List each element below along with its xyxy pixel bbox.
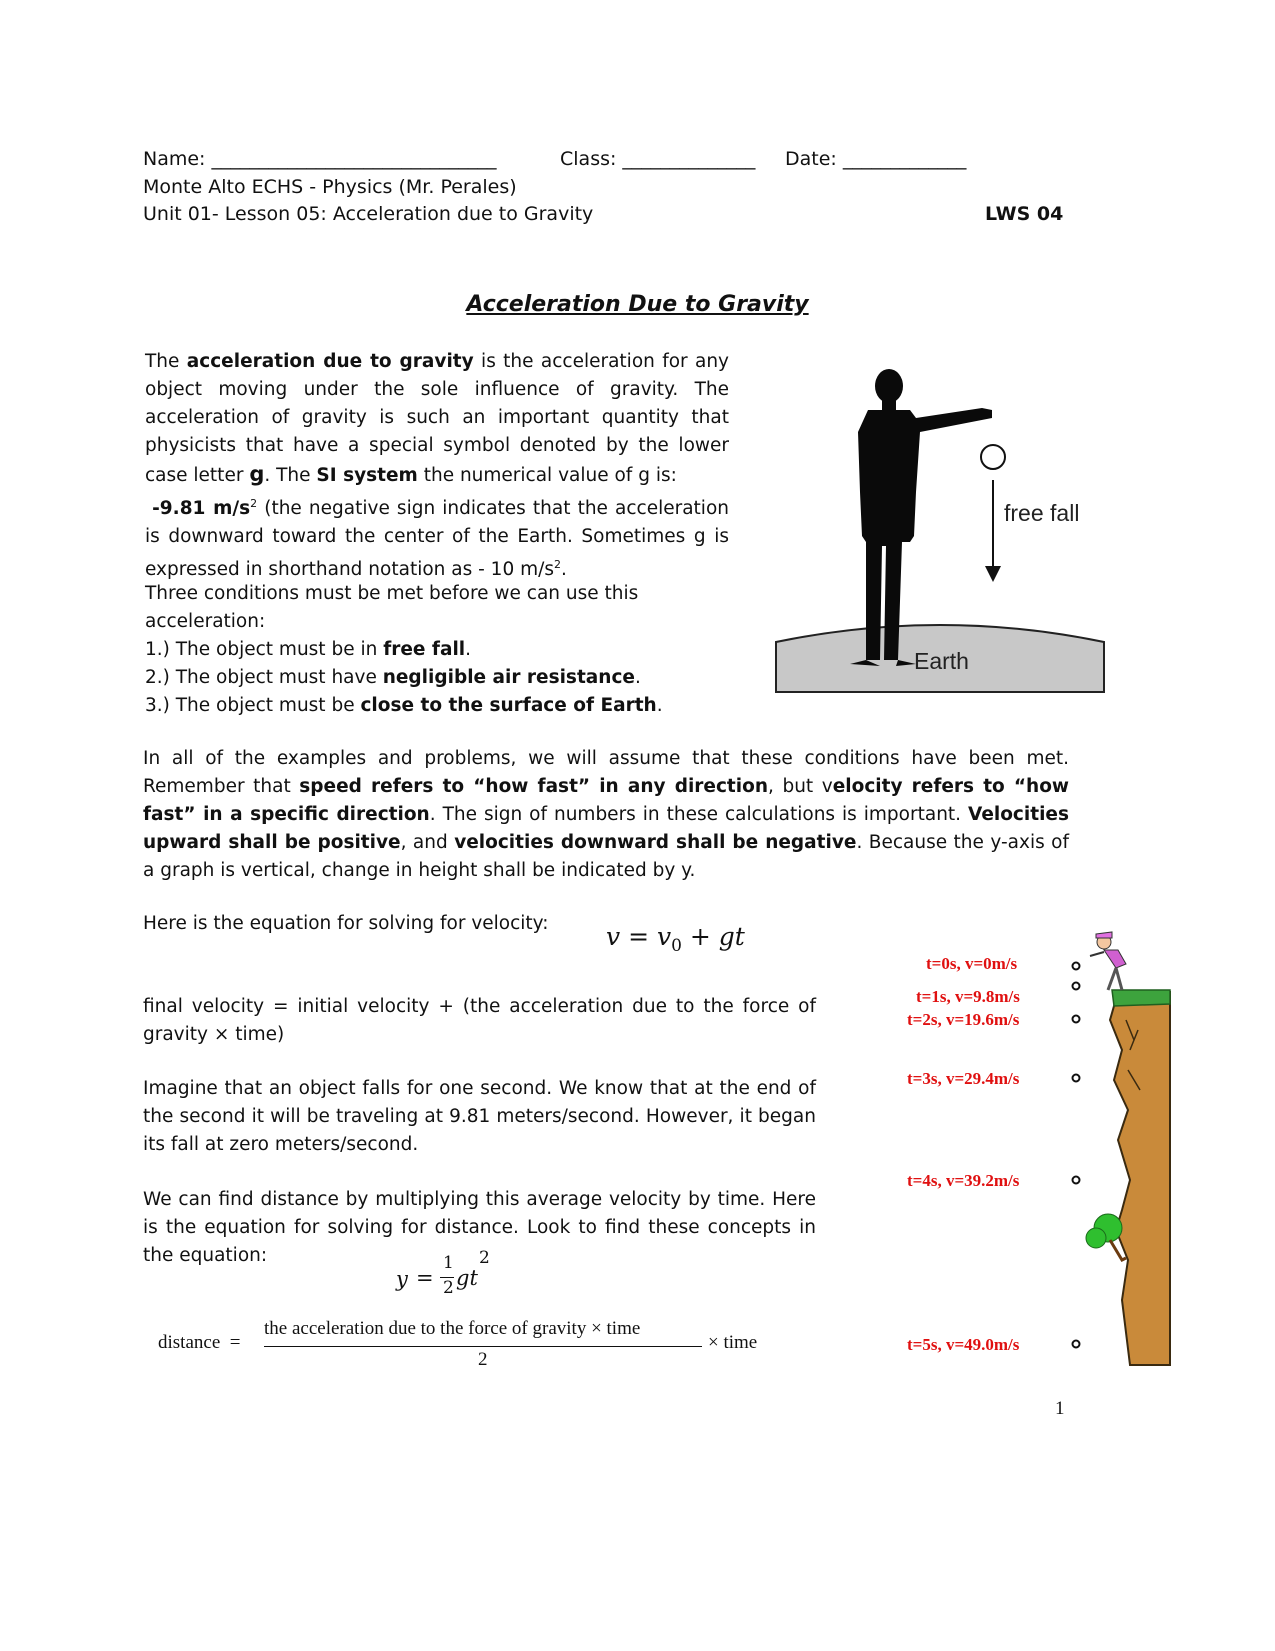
ball: [981, 445, 1005, 469]
earth-label: Earth: [914, 648, 969, 674]
cliff-label-t0: t=0s, v=0m/s: [926, 954, 1018, 973]
words-fraction-bar: [264, 1346, 702, 1347]
name-field-label: Name: ______________________________: [143, 148, 497, 170]
one-second-example: Imagine that an object falls for one second. We know that at the end of the second it will be traveling at 9.81 meters/second. However, it began its fall at zero meters/second.: [143, 1078, 816, 1155]
condition-3: 3.) The object must be close to the surface of Earth.: [145, 695, 663, 716]
cliff-fall-figure: [890, 920, 1180, 1370]
person-silhouette: [850, 369, 992, 666]
cliff-label-t3: t=3s, v=29.4m/s: [907, 1069, 1020, 1088]
intro-text: The: [145, 351, 187, 372]
cliff-label-t1: t=1s, v=9.8m/s: [916, 987, 1020, 1006]
cliff-grass: [1112, 990, 1170, 1006]
intro-text: .: [561, 559, 567, 581]
cliff-label-t5: t=5s, v=49.0m/s: [907, 1335, 1020, 1354]
conditions-block: [145, 580, 729, 720]
g-value: -9.81 m/s: [152, 498, 251, 520]
shorthand-exponent: 2: [554, 558, 561, 572]
intro-text: . The: [264, 465, 317, 486]
condition-2: 2.) The object must have negligible air resistance.: [145, 667, 641, 688]
person-on-cliff: [1090, 932, 1126, 990]
distance-words-equation: distance = the acceleration due to the force of gravity × time 2 × time: [158, 1318, 758, 1370]
intro-paragraph: [145, 348, 729, 584]
free-fall-label: free fall: [1004, 500, 1080, 526]
g-value-exponent: 2: [250, 497, 258, 510]
intro-term-si: SI system: [316, 465, 418, 486]
date-field-label: Date: _____________: [785, 148, 967, 170]
distance-equation: y = 1 2 gt 2: [396, 1248, 490, 1298]
school-course-line: Monte Alto ECHS - Physics (Mr. Perales): [143, 176, 517, 198]
distance-intro: We can find distance by multiplying this average velocity by time. Here is the equation for solving for distance. Look to find these concepts in the equation:: [143, 1189, 816, 1266]
worksheet-code: LWS 04: [985, 203, 1064, 225]
velocity-equation: $v = v_0$ + gt: [606, 922, 745, 956]
intro-text: (the negative sign indicates that the acceleration is downward toward the center of the Earth. Sometimes g is expressed in shorthand notation as - 10 m/s: [145, 498, 729, 581]
page-title: Acceleration Due to Gravity: [466, 292, 809, 317]
cliff-label-t4: t=4s, v=39.2m/s: [907, 1171, 1020, 1190]
condition-1: 1.) The object must be in free fall.: [145, 639, 472, 660]
fall-arrowhead: [985, 566, 1001, 582]
conditions-explanation-paragraph: In all of the examples and problems, we will assume that these conditions have been met. Remember that speed refers to “how fast” in any direction, but velocity refers to “how fast” in a specific direction. The sign of numbers in these calculations is important. Velocities upward shall be positive, and velocities downward shall be negative. Because the y-axis of a graph is vertical, change in height shall be indicated by y.: [143, 748, 1070, 881]
free-fall-illustration: [770, 360, 1110, 695]
intro-text: the numerical value of g is:: [417, 465, 677, 486]
class-field-label: Class: ______________: [560, 148, 756, 170]
intro-term-gravity: acceleration due to gravity: [186, 351, 474, 372]
cliff-label-t2: t=2s, v=19.6m/s: [907, 1010, 1020, 1029]
page-number: 1: [1055, 1398, 1065, 1419]
free-fall-figure: [770, 360, 1110, 695]
cliff-shape: [1110, 992, 1170, 1365]
intro-symbol-g: g: [249, 462, 265, 486]
ball-positions: [1073, 963, 1080, 1348]
unit-lesson-line: Unit 01- Lesson 05: Acceleration due to Gravity: [143, 203, 594, 225]
velocity-equation-intro: Here is the equation for solving for velocity:: [143, 913, 549, 934]
velocity-equation-words: final velocity = initial velocity + (the acceleration due to the force of gravity × time): [143, 996, 816, 1045]
intro-text: is the acceleration for any object moving under the sole influence of gravity. The acceleration of gravity is such an important quantity that physicists that have a special symbol denoted by the lower case letter: [145, 351, 730, 486]
conditions-intro: Three conditions must be met before we can use this acceleration:: [145, 583, 639, 632]
